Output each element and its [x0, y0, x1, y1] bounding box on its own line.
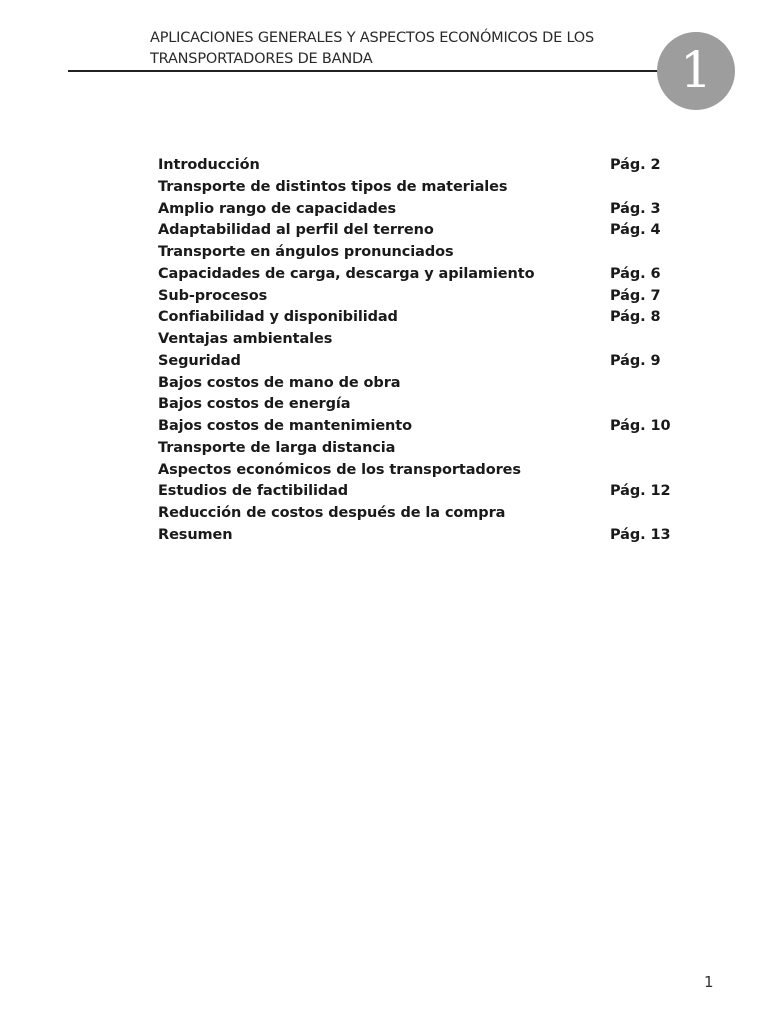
header-divider [68, 70, 668, 72]
toc-item-title: Transporte de larga distancia [158, 439, 396, 456]
toc-item [158, 264, 678, 286]
toc-item [158, 394, 678, 416]
toc-item-title: Ventajas ambientales [158, 331, 333, 347]
chapter-badge [657, 32, 735, 110]
toc-item-page: Pág. 10 [610, 418, 671, 434]
chapter-title-line-2: TRANSPORTADORES DE BANDA [150, 51, 373, 67]
toc-item-page: Pág. 13 [610, 526, 671, 543]
toc-item-page: Pág. 8 [610, 309, 661, 326]
toc-item-page: Pág. 9 [610, 352, 661, 369]
toc-item [158, 373, 678, 395]
toc-item [158, 307, 678, 329]
toc-item [158, 351, 678, 373]
toc-item-title: Bajos costos de energía [158, 396, 351, 413]
toc-item [158, 416, 678, 438]
toc-item [158, 177, 678, 199]
toc-item-page: Pág. 7 [610, 287, 661, 304]
toc-item-title: Transporte de distintos tipos de materiales [158, 178, 508, 195]
table-of-contents [158, 155, 678, 547]
toc-item-title: Aspectos económicos de los transportadores [158, 461, 521, 478]
toc-item [158, 503, 678, 525]
chapter-title [150, 28, 650, 70]
toc-item-title: Bajos costos de mantenimiento [158, 418, 412, 434]
toc-item [158, 220, 678, 242]
toc-item [158, 481, 678, 503]
page-number: 1 [704, 973, 714, 991]
toc-item-title: Bajos costos de mano de obra [158, 374, 401, 391]
toc-item-title: Adaptabilidad al perfil del terreno [158, 222, 434, 239]
toc-item-page: Pág. 6 [610, 265, 661, 282]
toc-item-title: Seguridad [158, 352, 241, 369]
toc-item-title: Sub-procesos [158, 287, 268, 304]
toc-item-title: Confiabilidad y disponibilidad [158, 309, 398, 326]
toc-item [158, 155, 678, 177]
toc-item-title: Introducción [158, 157, 260, 173]
toc-item-page: Pág. 4 [610, 222, 661, 239]
toc-item-title: Transporte en ángulos pronunciados [158, 244, 454, 260]
toc-item [158, 525, 678, 547]
toc-item-page: Pág. 3 [610, 200, 661, 217]
toc-item [158, 242, 678, 264]
toc-item-page: Pág. 2 [610, 157, 661, 173]
chapter-number: 1 [680, 41, 712, 99]
toc-item-title: Reducción de costos después de la compra [158, 505, 506, 521]
toc-item [158, 329, 678, 351]
toc-item-title: Estudios de factibilidad [158, 483, 349, 500]
toc-item [158, 438, 678, 460]
toc-item-title: Amplio rango de capacidades [158, 200, 396, 217]
chapter-title-line-1: APLICACIONES GENERALES Y ASPECTOS ECONÓMICOS DE LOS [150, 30, 595, 46]
toc-item [158, 199, 678, 221]
toc-item-title: Capacidades de carga, descarga y apilamiento [158, 265, 535, 282]
toc-item [158, 286, 678, 308]
toc-item-page: Pág. 12 [610, 483, 671, 500]
toc-item [158, 460, 678, 482]
toc-item-title: Resumen [158, 526, 233, 543]
